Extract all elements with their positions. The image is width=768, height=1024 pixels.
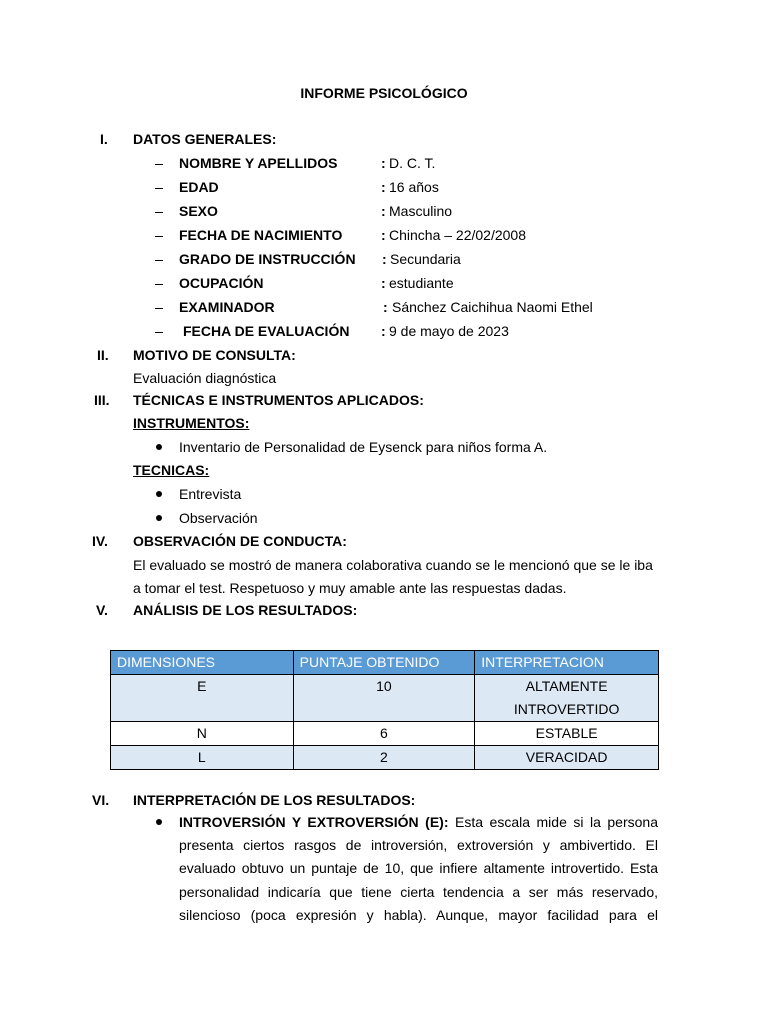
table-header-cell: PUNTAJE OBTENIDO <box>293 651 475 675</box>
consulta-text: Evaluación diagnóstica <box>133 370 277 386</box>
tecnicas-label: TECNICAS: <box>133 462 210 478</box>
tecnica-item: Entrevista <box>179 486 242 502</box>
conducta-line: El evaluado se mostró de manera colaborativa cuando se le mencionó que se le iba <box>133 557 653 573</box>
paragraph-line: evaluado obtuvo un puntaje de 10, que infiere altamente introvertido. Esta <box>179 860 658 877</box>
datos-label: EDAD <box>179 179 219 195</box>
table-cell-interpretation: ESTABLE <box>475 722 659 746</box>
paragraph-line <box>179 811 658 834</box>
instrumento-item: Inventario de Personalidad de Eysenck para niños forma A. <box>179 439 548 455</box>
interpretation-paragraph <box>179 811 658 927</box>
datos-label: FECHA DE EVALUACIÓN <box>183 323 350 339</box>
datos-label: OCUPACIÓN <box>179 275 264 291</box>
dash-marker <box>155 188 163 189</box>
datos-value: D. C. T. <box>389 155 436 171</box>
datos-colon: : <box>381 227 386 243</box>
section-4-number: IV. <box>92 533 108 549</box>
table-cell-dimension: N <box>111 722 294 746</box>
table-header-cell: DIMENSIONES <box>111 651 294 675</box>
datos-value: Secundaria <box>390 251 461 267</box>
section-2-number: II. <box>97 347 109 363</box>
section-5-number: V. <box>96 602 108 618</box>
datos-colon: : <box>381 179 386 195</box>
paragraph-line: personalidad indicaría que tiene cierta tendencia a ser más reservado, <box>179 883 658 900</box>
bullet-marker <box>156 515 162 521</box>
table-row <box>111 746 659 770</box>
table-header-row <box>111 651 659 675</box>
dash-marker <box>155 236 163 237</box>
results-table <box>110 650 659 770</box>
datos-value: Chincha – 22/02/2008 <box>389 227 526 243</box>
table-cell-dimension: E <box>111 675 294 722</box>
table-cell-interpretation <box>475 675 659 722</box>
datos-value: estudiante <box>389 275 454 291</box>
datos-label: NOMBRE Y APELLIDOS <box>179 155 338 171</box>
section-5-heading: ANÁLISIS DE LOS RESULTADOS: <box>133 602 358 618</box>
report-title: INFORME PSICOLÓGICO <box>300 85 468 101</box>
dash-marker <box>155 332 163 333</box>
bullet-marker <box>156 444 162 450</box>
paragraph-line: silencioso (poca expresión y habla). Aunque, mayor facilidad para el <box>179 906 658 923</box>
datos-colon: : <box>383 299 388 315</box>
datos-colon: : <box>382 251 387 267</box>
interpretation-line: ALTAMENTE <box>525 678 608 694</box>
section-3-number: III. <box>94 392 110 408</box>
datos-label: FECHA DE NACIMIENTO <box>179 227 343 243</box>
section-1-number: I. <box>100 131 108 147</box>
datos-colon: : <box>381 155 386 171</box>
datos-value: Masculino <box>389 203 453 219</box>
section-2-heading: MOTIVO DE CONSULTA: <box>133 347 296 363</box>
interpretation-line: INTROVERTIDO <box>513 701 620 717</box>
table-cell-interpretation: VERACIDAD <box>475 746 659 770</box>
paragraph-line: presenta ciertos rasgos de introversión, extroversión y ambivertido. El <box>179 837 658 854</box>
table-header-cell: INTERPRETACION <box>475 651 659 675</box>
table-cell-score: 10 <box>293 675 475 722</box>
datos-value: 9 de mayo de 2023 <box>389 323 509 339</box>
dash-marker <box>155 164 163 165</box>
datos-label: SEXO <box>179 203 218 219</box>
table-cell-dimension: L <box>111 746 294 770</box>
datos-colon: : <box>381 323 386 339</box>
table-cell-score: 2 <box>293 746 475 770</box>
interpretation-lead-rest: Esta escala mide si la persona <box>448 814 658 830</box>
section-3-heading: TÉCNICAS E INSTRUMENTOS APLICADOS: <box>133 392 424 408</box>
instrumentos-label: INSTRUMENTOS: <box>133 415 250 431</box>
interpretation-lead: INTROVERSIÓN Y EXTROVERSIÓN (E): <box>179 814 449 830</box>
dash-marker <box>155 212 163 213</box>
dash-marker <box>155 308 163 309</box>
datos-label: EXAMINADOR <box>179 299 275 315</box>
dash-marker <box>155 284 163 285</box>
table-row <box>111 675 659 722</box>
bullet-marker <box>156 491 162 497</box>
section-4-heading: OBSERVACIÓN DE CONDUCTA: <box>133 533 347 549</box>
datos-colon: : <box>381 203 386 219</box>
table-row <box>111 722 659 746</box>
section-6-number: VI. <box>92 792 110 808</box>
table-cell-score: 6 <box>293 722 475 746</box>
datos-label: GRADO DE INSTRUCCIÓN <box>179 251 356 267</box>
section-6-heading: INTERPRETACIÓN DE LOS RESULTADOS: <box>133 792 416 808</box>
datos-colon: : <box>381 275 386 291</box>
datos-value: Sánchez Caichihua Naomi Ethel <box>392 299 593 315</box>
conducta-line: a tomar el test. Respetuoso y muy amable ante las respuestas dadas. <box>133 580 567 596</box>
dash-marker <box>155 260 163 261</box>
bullet-marker <box>156 819 162 825</box>
datos-value: 16 años <box>389 179 439 195</box>
section-1-heading: DATOS GENERALES: <box>133 131 277 147</box>
tecnica-item: Observación <box>179 510 258 526</box>
